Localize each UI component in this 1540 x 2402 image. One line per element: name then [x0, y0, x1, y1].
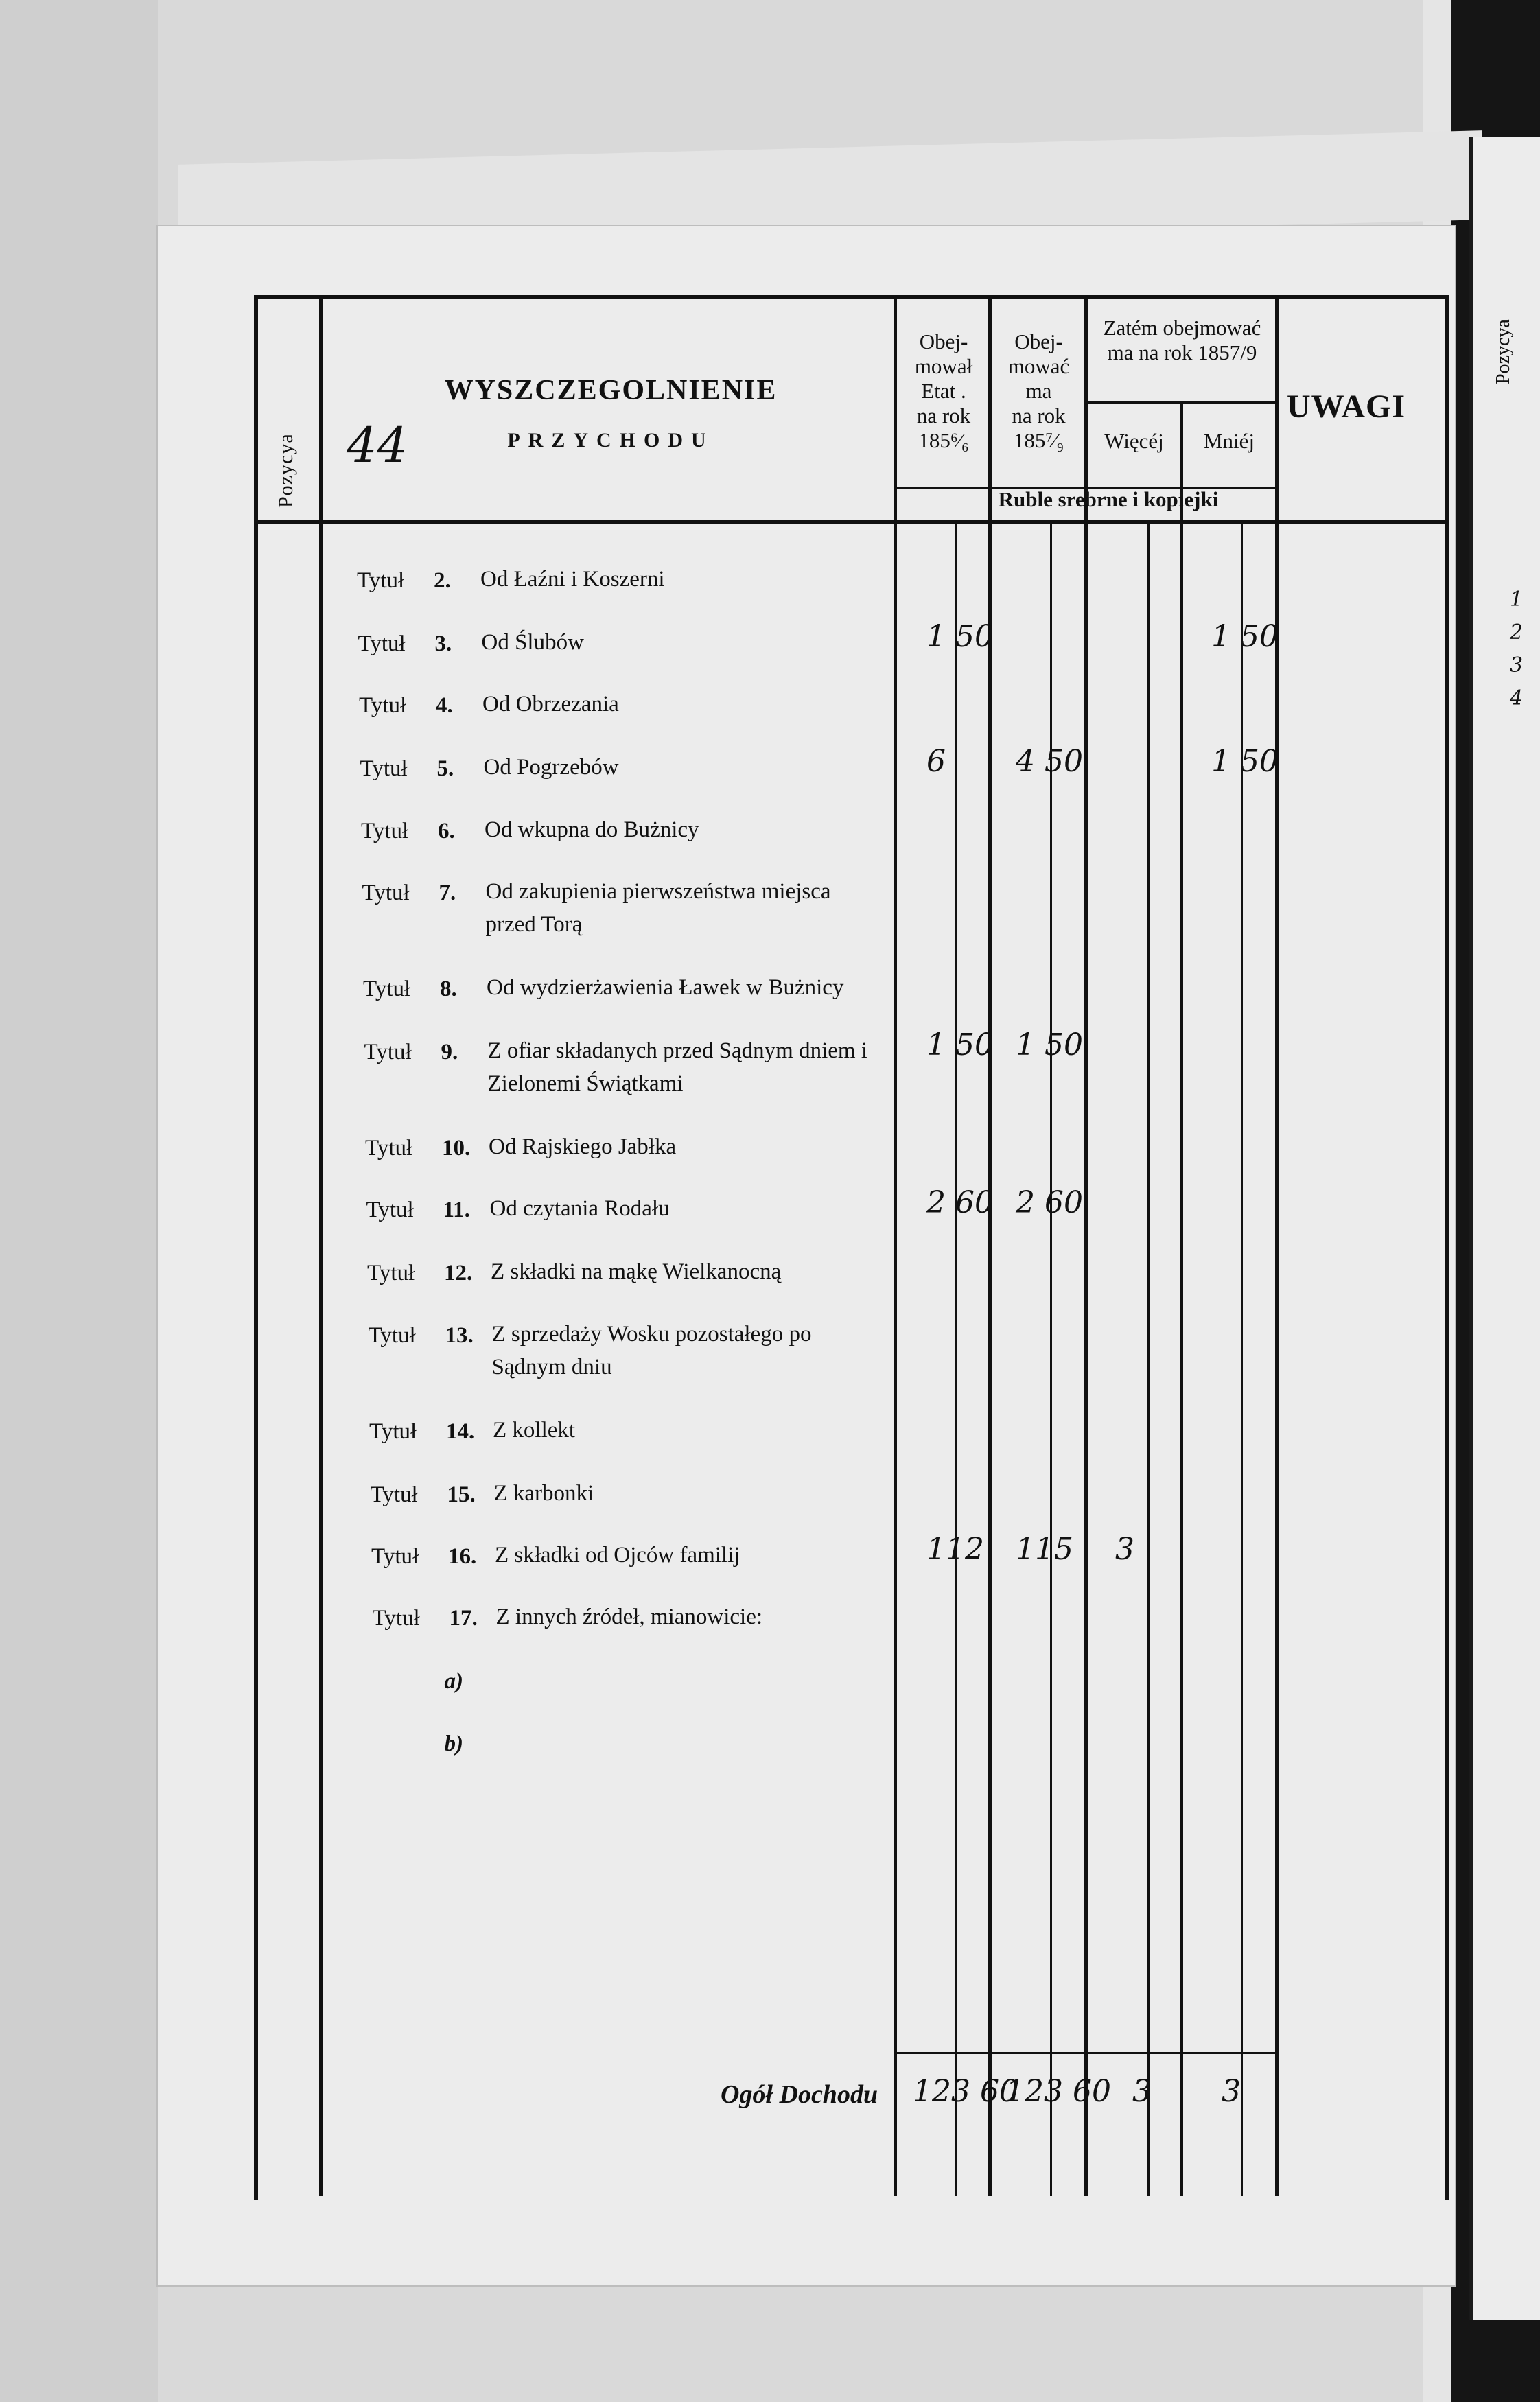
column-header-uwagi: UWAGI — [1287, 388, 1406, 425]
column-header-mniej: Mniéj — [1203, 429, 1255, 453]
row-description: Z ofiar składanych przed Sądnym dniem i Zielonemi Świątkami — [487, 1038, 868, 1096]
adjacent-row-number: 2 — [1510, 620, 1524, 644]
row-label: Tytuł — [360, 756, 408, 781]
row-number: 3. — [434, 631, 452, 656]
header-divider — [254, 520, 1445, 524]
column-divider-uwagi — [1275, 295, 1279, 2196]
row-label: Tytuł — [372, 1606, 420, 1631]
row-amount-c: 3 — [1115, 1532, 1134, 1567]
row-number: 15. — [447, 1482, 476, 1507]
column-divider-c3 — [1180, 401, 1183, 2196]
adjacent-row-numbers — [1510, 583, 1523, 715]
row-number: 16. — [448, 1544, 477, 1569]
row-description: Z składki na mąkę Wielkanocną — [491, 1259, 782, 1284]
row-number: 10. — [442, 1136, 471, 1161]
row-amount-a: 1 50 — [926, 1027, 994, 1062]
total-wiecej: 3 — [1132, 2074, 1152, 2109]
row-amount-b: 115 — [1016, 1532, 1073, 1567]
total-mniej: 3 — [1222, 2074, 1241, 2109]
row-description: Od zakupienia pierwszeństwa miejsca przed Torą — [485, 879, 831, 937]
row-description: Od Rajskiego Jabłka — [489, 1134, 677, 1159]
row-amount-b: 2 60 — [1016, 1185, 1083, 1220]
total-obejmowac: 123 60 — [1005, 2074, 1111, 2109]
manuscript-number: 44 — [347, 417, 408, 474]
adjacent-pozycja-header: Pozycya — [1493, 319, 1514, 384]
row-amount-a: 6 — [926, 744, 946, 779]
row-label: Tytuł — [368, 1323, 416, 1348]
row-number: 7. — [439, 881, 456, 905]
total-label: Ogół Dochodu — [721, 2080, 878, 2109]
row-description: Z innych źródeł, mianowicie: — [495, 1605, 763, 1629]
total-divider — [897, 2052, 1276, 2054]
row-number: a) — [444, 1669, 463, 1694]
row-description: Z kollekt — [493, 1418, 576, 1443]
row-label: Tytuł — [361, 819, 409, 843]
row-number: 14. — [446, 1419, 475, 1444]
column-header-wiecej: Więcéj — [1104, 429, 1164, 453]
row-label: Tytuł — [365, 1136, 413, 1161]
column-divider-c1 — [988, 295, 992, 2196]
total-obejmowal: 123 60 — [913, 2074, 1018, 2109]
header-divider-zatem — [1084, 401, 1276, 404]
row-amount-a: 112 — [926, 1532, 984, 1567]
row-label: Tytuł — [366, 1198, 414, 1222]
row-amount-b: 4 50 — [1016, 744, 1083, 779]
adjacent-row-number: 4 — [1510, 686, 1524, 710]
row-description: Z karbonki — [493, 1481, 594, 1506]
currency-header: Ruble srebrne i kopiejki — [998, 487, 1219, 511]
adjacent-row-number: 1 — [1510, 587, 1524, 611]
row-label: Tytuł — [371, 1544, 419, 1569]
row-description: Z składki od Ojców familij — [495, 1543, 740, 1567]
row-amount-d: 1 50 — [1211, 744, 1279, 779]
background-left — [0, 0, 158, 2402]
column-header-obejmowal: Obej- mował Etat . na rok 185⁶⁄₆ — [914, 329, 973, 452]
row-label: Tytuł — [363, 977, 411, 1001]
adjacent-row-number: 3 — [1510, 653, 1524, 677]
row-number: 9. — [441, 1040, 458, 1064]
row-label: Tytuł — [369, 1419, 417, 1444]
row-label: Tytuł — [370, 1482, 418, 1507]
row-label: Tytuł — [357, 568, 405, 593]
column-divider-kop1 — [955, 522, 957, 2196]
row-number: 12. — [444, 1261, 473, 1285]
row-amount-d: 1 50 — [1211, 619, 1279, 654]
row-number: 11. — [443, 1198, 470, 1222]
row-amount-a: 2 60 — [926, 1185, 994, 1220]
row-number: 17. — [449, 1606, 478, 1631]
row-description: Od wydzierżawienia Ławek w Bużnicy — [487, 975, 844, 1000]
row-label: Tytuł — [358, 631, 406, 656]
row-label: Tytuł — [364, 1040, 412, 1064]
page-subtitle: PRZYCHODU — [507, 429, 714, 452]
column-divider-c2 — [1084, 295, 1088, 2196]
column-header-zatem: Zatém obejmować ma na rok 1857/9 — [1103, 316, 1261, 364]
row-label: Tytuł — [362, 881, 410, 905]
row-description: Od czytania Rodału — [489, 1196, 670, 1221]
row-amount-b: 1 50 — [1016, 1027, 1083, 1062]
row-number: 8. — [440, 977, 457, 1001]
row-description: Od Obrzezania — [482, 692, 619, 716]
row-description: Od Łaźni i Koszerni — [480, 567, 665, 592]
row-description: Od wkupna do Bużnicy — [485, 817, 699, 842]
row-label: Tytuł — [359, 693, 407, 718]
row-number: 4. — [436, 693, 453, 718]
row-description: Z sprzedaży Wosku pozostałego po Sądnym dniu — [491, 1322, 812, 1379]
column-divider-pozycja — [319, 295, 323, 2196]
row-description: Od Pogrzebów — [483, 755, 619, 780]
pozycja-header: Pozycya — [275, 433, 297, 508]
row-number: b) — [444, 1731, 463, 1756]
row-amount-a: 1 50 — [926, 619, 994, 654]
column-divider-desc — [894, 295, 897, 2196]
row-number: 13. — [445, 1323, 474, 1348]
page-title: WYSZCZEGOLNIENIE — [444, 375, 778, 406]
row-number: 5. — [436, 756, 454, 781]
column-divider-kop3 — [1147, 522, 1150, 2196]
row-label: Tytuł — [367, 1261, 415, 1285]
row-description: Od Ślubów — [481, 630, 584, 655]
adjacent-page — [1469, 137, 1540, 2320]
row-number: 6. — [438, 819, 455, 843]
row-number: 2. — [434, 568, 451, 593]
column-header-obejmowac: Obej- mować ma na rok 185⁷⁄₉ — [1007, 329, 1070, 452]
